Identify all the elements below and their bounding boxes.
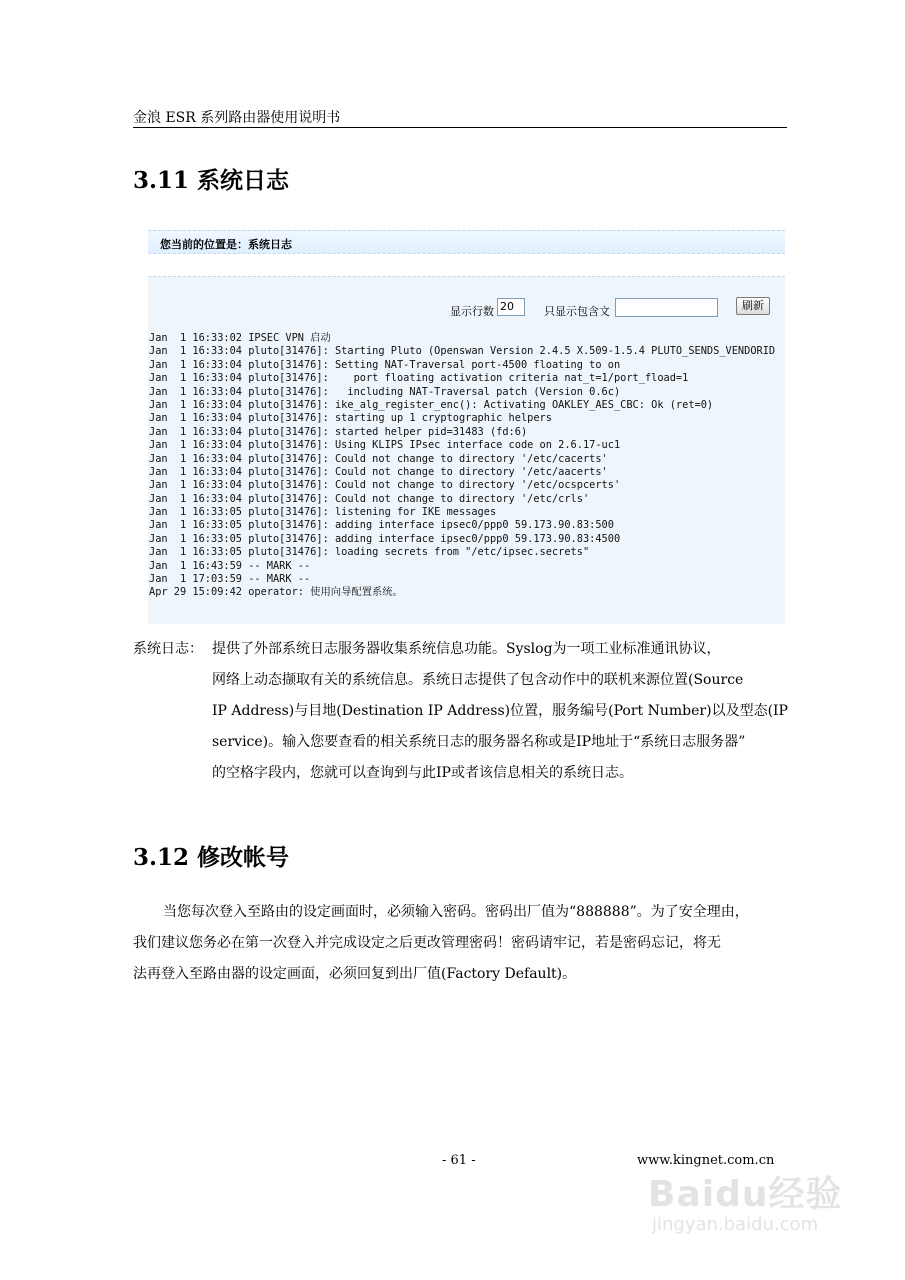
log-line: Jan 1 16:33:04 pluto[31476]: Could not change to directory '/etc/aacerts' xyxy=(149,465,608,478)
header-title: 金浪 ESR 系列路由器使用说明书 xyxy=(133,110,341,126)
log-output xyxy=(149,332,783,600)
log-line: Jan 1 16:33:04 pluto[31476]: including NAT-Traversal patch (Version 0.6c) xyxy=(149,385,621,398)
refresh-button[interactable]: 刷新 xyxy=(736,297,770,315)
syslog-desc-line: 网络上动态撷取有关的系统信息。系统日志提供了包含动作中的联机来源位置(Source xyxy=(212,672,744,688)
account-para-line: 法再登入至路由器的设定画面，必须回复到出厂值(Factory Default)。 xyxy=(133,966,577,982)
syslog-desc-line: service)。输入您要查看的相关系统日志的服务器名称或是IP地址于“系统日志服务器” xyxy=(212,734,746,750)
log-line: Jan 1 16:33:04 pluto[31476]: Could not change to directory '/etc/crls' xyxy=(149,492,590,505)
watermark-sub: jingyan.baidu.com xyxy=(652,1214,819,1235)
section-title-3-12: 3.12 修改帐号 xyxy=(133,844,290,871)
syslog-screenshot xyxy=(148,228,785,624)
filter-label: 只显示包含文 xyxy=(544,305,610,318)
rows-label: 显示行数 xyxy=(450,305,494,318)
log-line: Jan 1 17:03:59 -- MARK -- xyxy=(149,573,311,586)
log-line: Jan 1 16:33:04 pluto[31476]: port floating activation criteria nat_t=1/port_fload=1 xyxy=(149,372,689,385)
log-line: Apr 29 15:09:42 operator: 使用向导配置系统。 xyxy=(149,586,403,599)
location-text: 您当前的位置是：系统日志 xyxy=(160,238,292,251)
website-link[interactable]: www.kingnet.com.cn xyxy=(637,1153,775,1168)
account-para-line: 当您每次登入至路由的设定画面时，必须输入密码。密码出厂值为“888888”。为了安全理由， xyxy=(163,904,749,920)
syslog-desc-line: 提供了外部系统日志服务器收集系统信息功能。Syslog为一项工业标准通讯协议， xyxy=(212,641,721,657)
log-line: Jan 1 16:43:59 -- MARK -- xyxy=(149,559,311,572)
log-line: Jan 1 16:33:04 pluto[31476]: Setting NAT-Traversal port-4500 floating to on xyxy=(149,358,621,371)
syslog-desc-label: 系统日志： xyxy=(133,641,203,657)
filter-input[interactable] xyxy=(615,298,718,317)
log-line: Jan 1 16:33:05 pluto[31476]: adding interface ipsec0/ppp0 59.173.90.83:4500 xyxy=(149,532,621,545)
syslog-desc-line: 的空格字段内，您就可以查询到与此IP或者该信息相关的系统日志。 xyxy=(212,765,633,781)
rows-input[interactable]: 20 xyxy=(497,298,525,316)
log-line: Jan 1 16:33:04 pluto[31476]: starting up 1 cryptographic helpers xyxy=(149,412,552,425)
log-line: Jan 1 16:33:04 pluto[31476]: Starting Pluto (Openswan Version 2.4.5 X.509-1.5.4 PLUTO_SENDS_VENDORID xyxy=(149,345,776,358)
section-title-3-11: 3.11 系统日志 xyxy=(133,167,290,194)
log-line: Jan 1 16:33:04 pluto[31476]: Using KLIPS IPsec interface code on 2.6.17-uc1 xyxy=(149,439,621,452)
log-line: Jan 1 16:33:05 pluto[31476]: listening for IKE messages xyxy=(149,506,497,519)
location-bar xyxy=(148,230,785,254)
log-line: Jan 1 16:33:05 pluto[31476]: loading secrets from "/etc/ipsec.secrets" xyxy=(149,546,590,559)
watermark-main: Baidu经验 xyxy=(648,1174,843,1215)
page-number: - 61 - xyxy=(442,1153,476,1168)
syslog-desc-line: IP Address)与目地(Destination IP Address)位置，服务编号(Port Number)以及型态(IP xyxy=(212,703,788,719)
account-para-line: 我们建议您务必在第一次登入并完成设定之后更改管理密码！密码请牢记，若是密码忘记，将无 xyxy=(133,935,721,951)
log-line: Jan 1 16:33:04 pluto[31476]: Could not change to directory '/etc/ocspcerts' xyxy=(149,479,621,492)
log-line: Jan 1 16:33:02 IPSEC VPN 启动 xyxy=(149,332,331,344)
log-line: Jan 1 16:33:04 pluto[31476]: started helper pid=31483 (fd:6) xyxy=(149,425,528,438)
baidu-watermark xyxy=(648,1166,858,1246)
log-line: Jan 1 16:33:05 pluto[31476]: adding interface ipsec0/ppp0 59.173.90.83:500 xyxy=(149,519,614,532)
log-line: Jan 1 16:33:04 pluto[31476]: ike_alg_register_enc(): Activating OAKLEY_AES_CBC: Ok (ret=0) xyxy=(149,398,714,411)
header-rule xyxy=(133,127,787,128)
log-line: Jan 1 16:33:04 pluto[31476]: Could not change to directory '/etc/cacerts' xyxy=(149,452,608,465)
